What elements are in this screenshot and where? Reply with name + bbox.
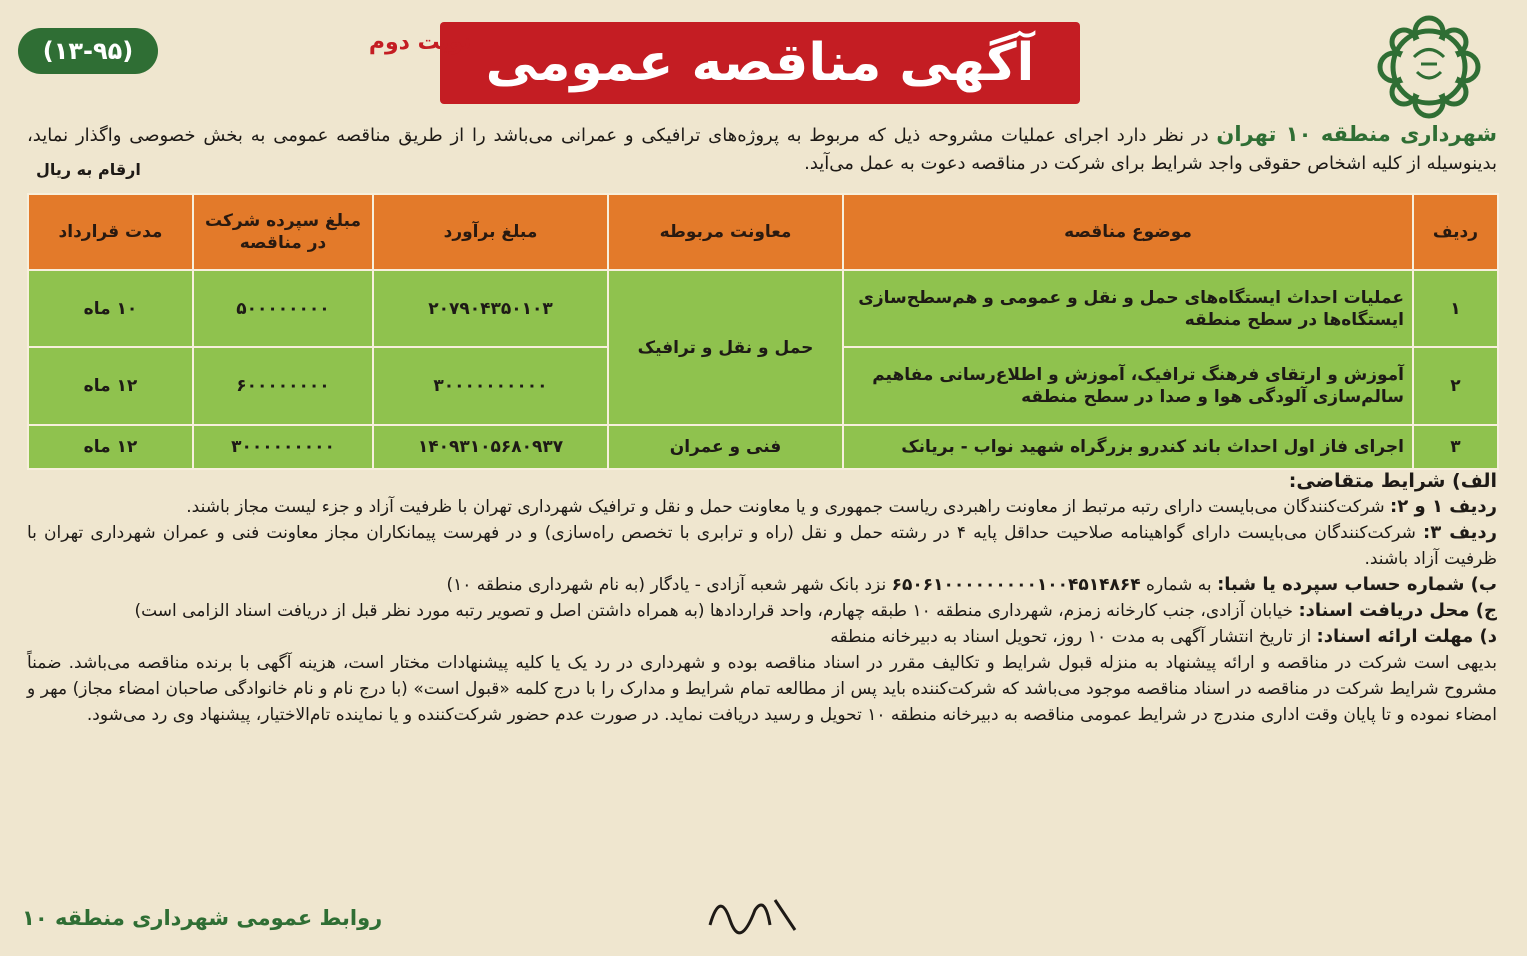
col-header-subject: موضوع مناقصه xyxy=(843,194,1413,270)
bank-account-number: ۶۵۰۶۱۰۰۰۰۰۰۰۰۰۱۰۰۴۵۱۴۸۶۴ xyxy=(891,575,1141,595)
col-header-duration: مدت قرارداد xyxy=(28,194,193,270)
row-estimate: ۲۰۷۹۰۴۳۵۰۱۰۳ xyxy=(373,270,608,347)
tender-table xyxy=(27,193,1499,470)
row-number: ۳ xyxy=(1413,425,1498,469)
row-subject: عملیات احداث ایستگاه‌های حمل و نقل و عمومی و هم‌سطح‌سازی ایستگاه‌ها در سطح منطقه xyxy=(843,270,1413,347)
section-c-label: ج) محل دریافت اسناد: xyxy=(1298,600,1497,621)
condition-row3-text: شرکت‌کنندگان می‌بایست دارای گواهینامه صلاحیت حداقل پایه ۴ در رشته حمل و نقل (راه و ترابری با تخصص راه‌سازی) و در فهرست پیمانکاران مجاز معاونت فنی و عمران شهرداری تهران با ظرفیت آزاد باشند. xyxy=(27,523,1497,569)
section-b xyxy=(27,572,1497,598)
handwritten-signature-icon xyxy=(700,880,810,940)
section-c xyxy=(27,598,1497,624)
condition-row3 xyxy=(27,520,1497,572)
row-duration: ۱۲ ماه xyxy=(28,347,193,425)
row-deputy: فنی و عمران xyxy=(608,425,843,469)
row-subject: اجرای فاز اول احداث باند کندرو بزرگراه شهید نواب - بریانک xyxy=(843,425,1413,469)
closing-paragraph: بدیهی است شرکت در مناقصه و ارائه پیشنهاد به منزله قبول شرایط و تکالیف مقرر در اسناد مناقصه بوده و شهرداری در رد یک یا کلیه پیشنهادات مختار است، هزینه آگهی با برنده مناقصه می‌باشد. ضمناً مشروح شرایط شرکت در مناقصه در اسناد مناقصه موجود می‌باشد که شرکت‌کننده باید پس از مطالعه تمام شرایط و مدارک را با درج کلمه «قبول است» (با درج نام و نام خانوادگی صاحبان امضاء مجاز) مهر و امضاء نموده و تا پایان وقت اداری مندرج در شرایط عمومی مناقصه به دبیرخانه منطقه ۱۰ تحویل و رسید دریافت نماید. در صورت عدم حضور شرکت‌کننده و یا نماینده تام‌الاختیار، پیشنهاد وی رد می‌شود. xyxy=(27,653,1497,725)
row-deputy-merged: حمل و نقل و ترافیک xyxy=(608,270,843,425)
condition-row12-text: شرکت‌کنندگان می‌بایست دارای رتبه مرتبط از معاونت راهبردی ریاست جمهوری و یا معاونت حمل و نقل و ترافیک شهرداری تهران با ظرفیت آزاد و جزء لیست مجاز باشند. xyxy=(186,497,1385,517)
section-b-post: نزد بانک شهر شعبه آزادی - یادگار (به نام شهرداری منطقه ۱۰) xyxy=(446,575,887,595)
row-deposit: ۶۰۰۰۰۰۰۰۰ xyxy=(193,347,373,425)
conditions-section xyxy=(27,468,1497,728)
row-deposit: ۳۰۰۰۰۰۰۰۰۰ xyxy=(193,425,373,469)
row-duration: ۱۲ ماه xyxy=(28,425,193,469)
section-d-label: د) مهلت ارائه اسناد: xyxy=(1316,626,1497,647)
table-row xyxy=(28,270,1498,347)
organization-name: شهرداری منطقه ۱۰ تهران xyxy=(1216,122,1497,146)
row-deposit: ۵۰۰۰۰۰۰۰۰ xyxy=(193,270,373,347)
section-c-text: خیابان آزادی، جنب کارخانه زمزم، شهرداری منطقه ۱۰ طبقه چهارم، واحد قراردادها (به همراه داشتن اصل و تصویر رتبه مورد نظر قبل از دریافت اسناد الزامی است) xyxy=(134,601,1294,621)
ad-code-badge: (۱۳-۹۵) xyxy=(18,28,158,74)
intro-text: در نظر دارد اجرای عملیات مشروحه ذیل که مربوط به پروژه‌های ترافیکی و عمرانی می‌باشد را از طریق مناقصه عمومی به بخش خصوصی واگذار نماید، بدینوسیله از کلیه اشخاص حقوقی واجد شرایط برای شرکت در مناقصه دعوت به عمل می‌آید. xyxy=(27,125,1497,174)
condition-row3-label: ردیف ۳: xyxy=(1422,522,1497,543)
row-estimate: ۱۴۰۹۳۱۰۵۶۸۰۹۳۷ xyxy=(373,425,608,469)
section-b-pre: به شماره xyxy=(1146,575,1212,595)
row-number: ۱ xyxy=(1413,270,1498,347)
row-number: ۲ xyxy=(1413,347,1498,425)
row-subject: آموزش و ارتقای فرهنگ ترافیک، آموزش و اطلاع‌رسانی مفاهیم سالم‌سازی آلودگی هوا و صدا در سطح منطقه xyxy=(843,347,1413,425)
footer-signature-org: روابط عمومی شهرداری منطقه ۱۰ xyxy=(22,906,383,930)
col-header-estimate: مبلغ برآورد xyxy=(373,194,608,270)
tehran-municipality-logo-icon xyxy=(1359,12,1499,122)
intro-paragraph xyxy=(27,120,1497,178)
section-d xyxy=(27,624,1497,650)
condition-row12-label: ردیف ۱ و ۲: xyxy=(1390,496,1497,517)
col-header-deposit: مبلغ سپرده شرکت در مناقصه xyxy=(193,194,373,270)
row-estimate: ۳۰۰۰۰۰۰۰۰۰۰ xyxy=(373,347,608,425)
col-header-row-no: ردیف xyxy=(1413,194,1498,270)
col-header-deputy: معاونت مربوطه xyxy=(608,194,843,270)
page-title: آگهی مناقصه عمومی xyxy=(440,22,1080,104)
section-d-text: از تاریخ انتشار آگهی به مدت ۱۰ روز، تحویل اسناد به دبیرخانه منطقه xyxy=(830,627,1312,647)
row-duration: ۱۰ ماه xyxy=(28,270,193,347)
section-a-heading: الف) شرایط متقاضی: xyxy=(1288,470,1497,492)
table-row xyxy=(28,425,1498,469)
condition-row12 xyxy=(27,494,1497,520)
section-b-label: ب) شماره حساب سپرده یا شبا: xyxy=(1217,574,1497,595)
table-header-row xyxy=(28,194,1498,270)
turn-badge: نوبت دوم xyxy=(368,29,472,55)
unit-note: ارقام به ریال xyxy=(36,160,141,179)
